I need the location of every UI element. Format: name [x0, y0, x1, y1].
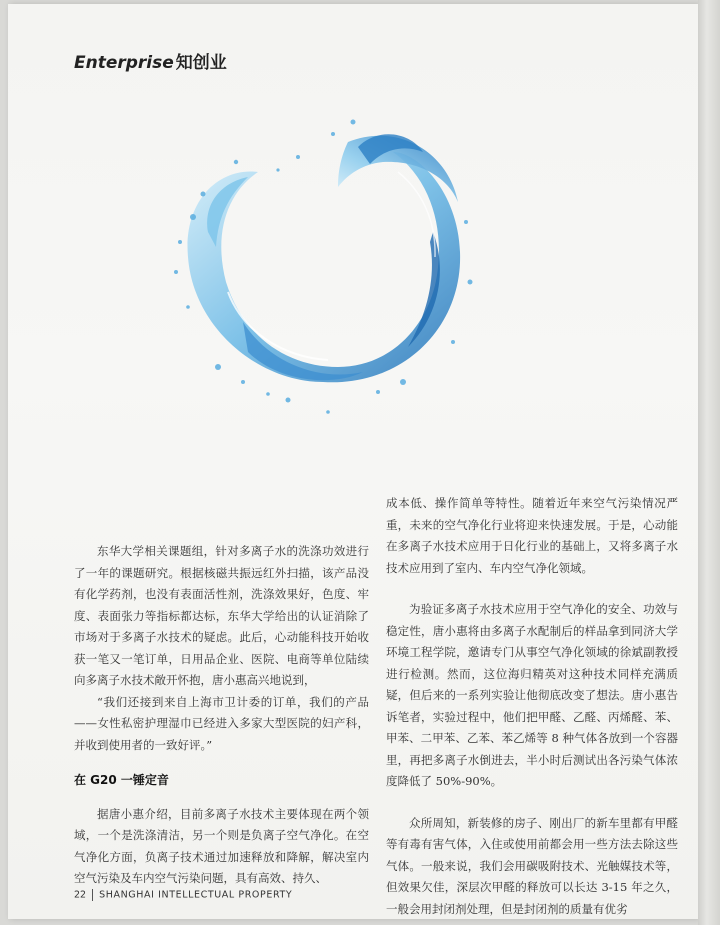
paragraph: 据唐小惠介绍，目前多离子水技术主要体现在两个领域，一个是洗涤清洁，另一个则是负离子空气净化。在空气净化方面，负离子技术通过加速释放和降解，解决室内空气污染及车内空气污染问题，具有高效、持久、 [74, 806, 369, 885]
paragraph: 众所周知，新装修的房子、刚出厂的新车里都有甲醛等有毒有害气体，入住或使用前都会用一些方法去除这些气体。一般来说，我们会用碳吸附技术、光触媒技术等，但效果欠佳，深层次甲醛的释放可以长达 3-15 年之久，一般会用封闭剂处理，但是封闭剂的质量有优劣 [386, 815, 678, 916]
quote-paragraph: “我们还接到来自上海市卫计委的订单，我们的产品——女性私密护理湿巾已经进入多家大型医院的妇产科，并收到使用者的一致好评。” [74, 694, 369, 752]
paragraph: 为验证多离子水技术应用于空气净化的安全、功效与稳定性，唐小惠将由多离子水配制后的样品拿到同济大学环境工程学院，邀请专门从事空气净化领域的徐斌副教授进行检测。然而，这位海归精英对这种技术同样充满质疑，但后来的一系列实验让他彻底改变了想法。唐小惠告诉笔者，实验过程中，他们把甲醛、乙醛、丙烯醛、苯、甲苯、二甲苯、乙苯、苯乙烯等 8 种气体各放到一个容器里，再把多离子水倒进去，半小时后测试出各污染气体浓度降低了 50%-90%。 [386, 602, 678, 788]
header-chinese: 知创业 [175, 53, 227, 73]
footer-divider [92, 889, 93, 901]
page-edge [698, 0, 720, 925]
page-footer [74, 889, 292, 901]
publication-title: SHANGHAI INTELLECTUAL PROPERTY [99, 889, 293, 901]
paragraph: 东华大学相关课题组，针对多离子水的洗涤功效进行了一年的课题研究。根据核磁共振远红外扫描，该产品没有化学药剂，也没有表面活性剂，洗涤效果好，色度、牢度、表面张力等指标都达标，东华大学给出的认证消除了市场对于多离子水技术的疑虑。此后，心动能科技开始收获一笔又一笔订单，日用品企业、医院、电商等单位陆续向多离子水技术敞开怀抱，唐小惠高兴地说到， [74, 544, 369, 687]
paragraph: 成本低、操作简单等特性。随着近年来空气污染情况严重，未来的空气净化行业将迎来快速发展。于是，心动能在多离子水技术应用于日化行业的基础上，又将多离子水技术应用到了室内、车内空气净化领域。 [386, 496, 678, 575]
page-number: 22 [74, 889, 87, 901]
right-column [386, 493, 678, 919]
subheading: 在 G20 一锤定音 [74, 773, 169, 787]
water-ring-illustration [148, 82, 508, 442]
section-header [74, 48, 227, 73]
magazine-page [8, 4, 698, 919]
header-english: Enterprise [74, 53, 174, 73]
left-column [74, 541, 369, 890]
